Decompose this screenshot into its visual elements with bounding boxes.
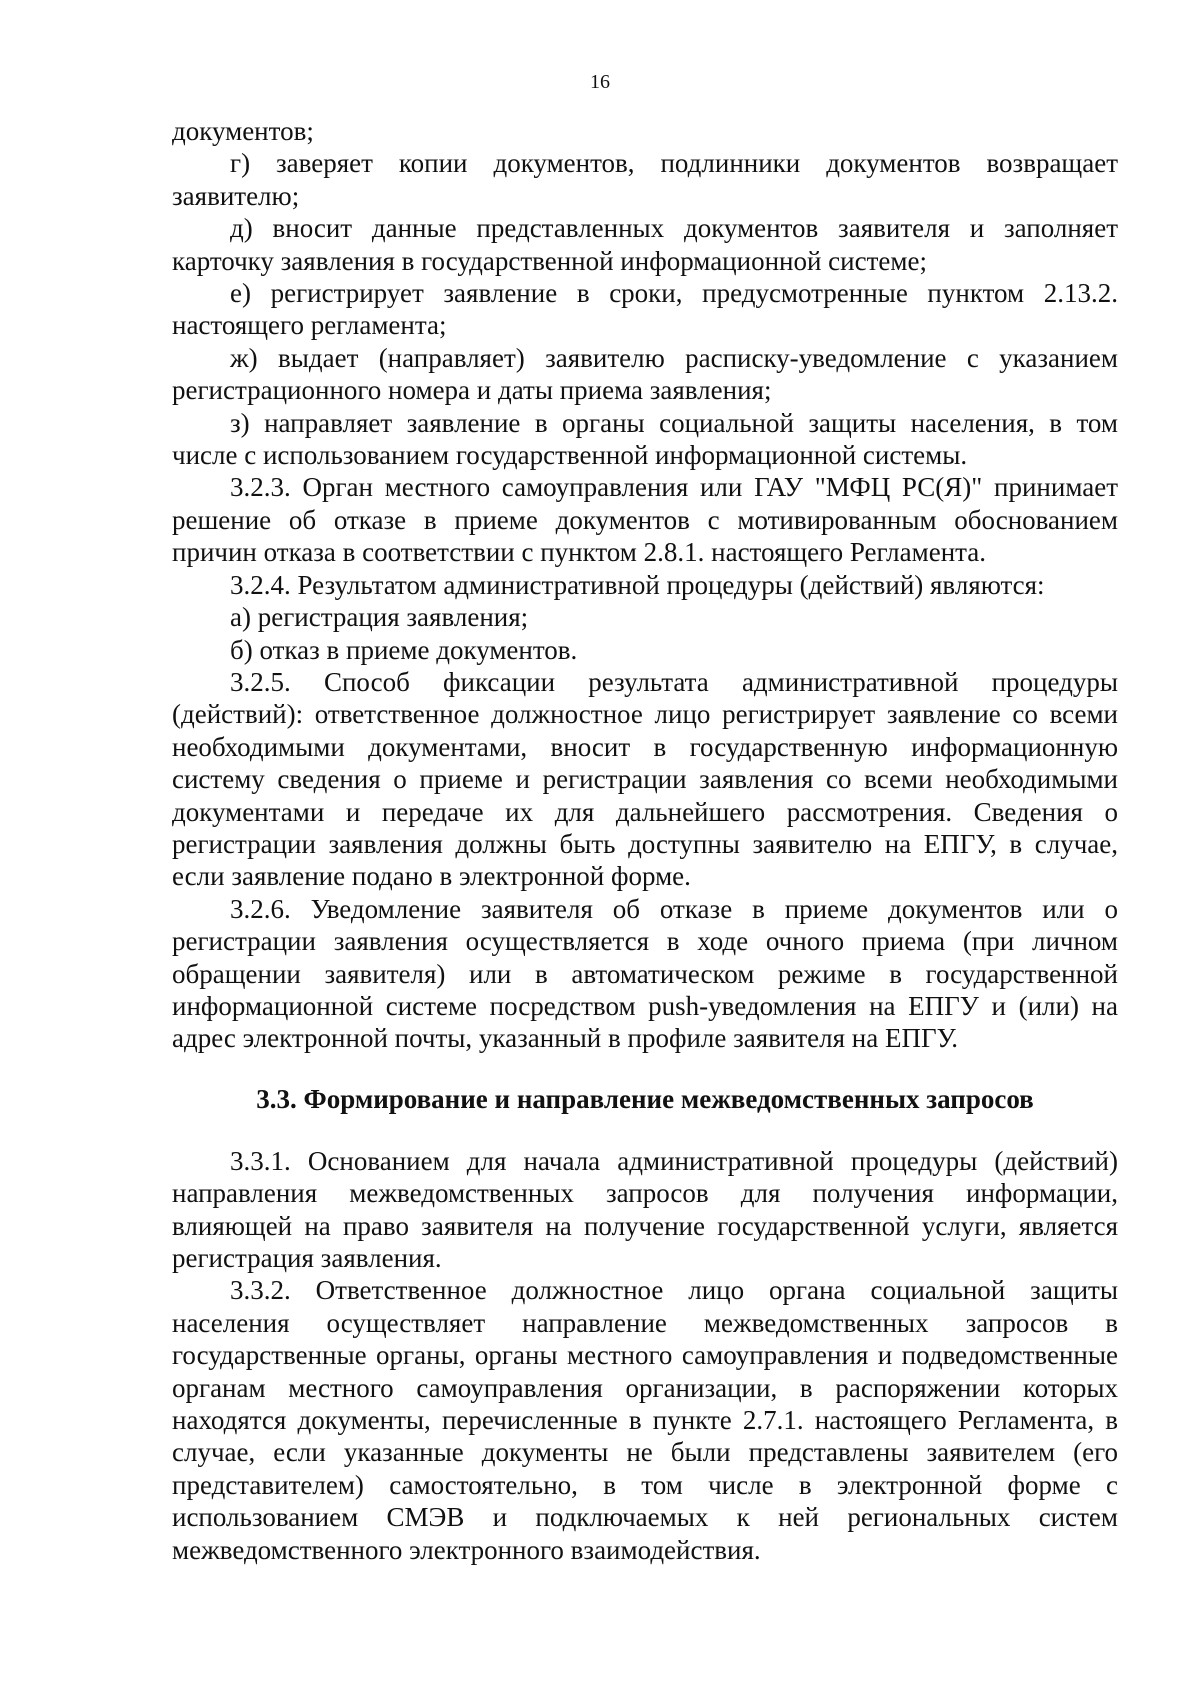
paragraph: г) заверяет копии документов, подлинники документов возвращает заявителю; [172, 148, 1118, 211]
paragraphs-before [172, 115, 1118, 1055]
paragraph: а) регистрация заявления; [230, 602, 529, 633]
paragraph: 3.3.2. Ответственное должностное лицо органа социальной защиты населения осуществляет направление межведомственных запросов в государственные органы, органы местного самоуправления и подведомственные органам местного самоуправления организации, в распоряжении которых находятся документы, перечисленные в пункте 2.7.1. настоящего Регламента, в случае, если указанные документы не были представлены заявителем (его представителем) самостоятельно, в том числе в электронной форме с использованием СМЭВ и подключаемых к ней региональных систем межведомственного электронного взаимодействия. [172, 1275, 1118, 1565]
paragraph: документов; [172, 116, 314, 146]
paragraph: д) вносит данные представленных документов заявителя и заполняет карточку заявления в государственной информационной системе; [172, 213, 1118, 276]
page-number: 16 [590, 71, 610, 93]
paragraphs-after [172, 1145, 1118, 1566]
document-body [172, 115, 1118, 1566]
paragraph: з) направляет заявление в органы социальной защиты населения, в том числе с использованием государственной информационной системы. [172, 407, 1118, 471]
paragraph: ж) выдает (направляет) заявителю расписку-уведомление с указанием регистрационного номера и даты приема заявления; [172, 342, 1118, 406]
paragraph: 3.2.5. Способ фиксации результата административной процедуры (действий): ответственное должностное лицо регистрирует заявление со всеми необходимыми документами, вносит в государственную информационную систему сведения о приеме и регистрации заявления со всеми необходимыми документами и передаче их для дальнейшего рассмотрения. Сведения о регистрации заявления должны быть доступны заявителю на ЕПГУ, в случае, если заявление подано в электронной форме. [172, 666, 1118, 892]
paragraph: б) отказ в приеме документов. [230, 634, 578, 665]
paragraph: 3.2.4. Результатом административной процедуры (действий) являются: [230, 569, 1045, 600]
paragraph: 3.3.1. Основанием для начала административной процедуры (действий) направления межведомственных запросов для получения информации, влияющей на право заявителя на получение государственной услуги, является регистрация заявления. [172, 1145, 1118, 1273]
paragraph: 3.2.3. Орган местного самоуправления или ГАУ "МФЦ РС(Я)" принимает решение об отказе в приеме документов с мотивированным обоснованием причин отказа в соответствии с пунктом 2.8.1. настоящего Регламента. [172, 472, 1118, 568]
paragraph: е) регистрирует заявление в сроки, предусмотренные пунктом 2.13.2. настоящего регламента; [172, 278, 1118, 341]
section-heading: 3.3. Формирование и направление межведомственных запросов [256, 1083, 1034, 1114]
paragraph: 3.2.6. Уведомление заявителя об отказе в приеме документов или о регистрации заявления осуществляется в ходе очного приема (при личном обращении заявителя) или в автоматическом режиме в государственной информационной системе посредством push-уведомления на ЕПГУ и (или) на адрес электронной почты, указанный в профиле заявителя на ЕПГУ. [172, 893, 1118, 1054]
